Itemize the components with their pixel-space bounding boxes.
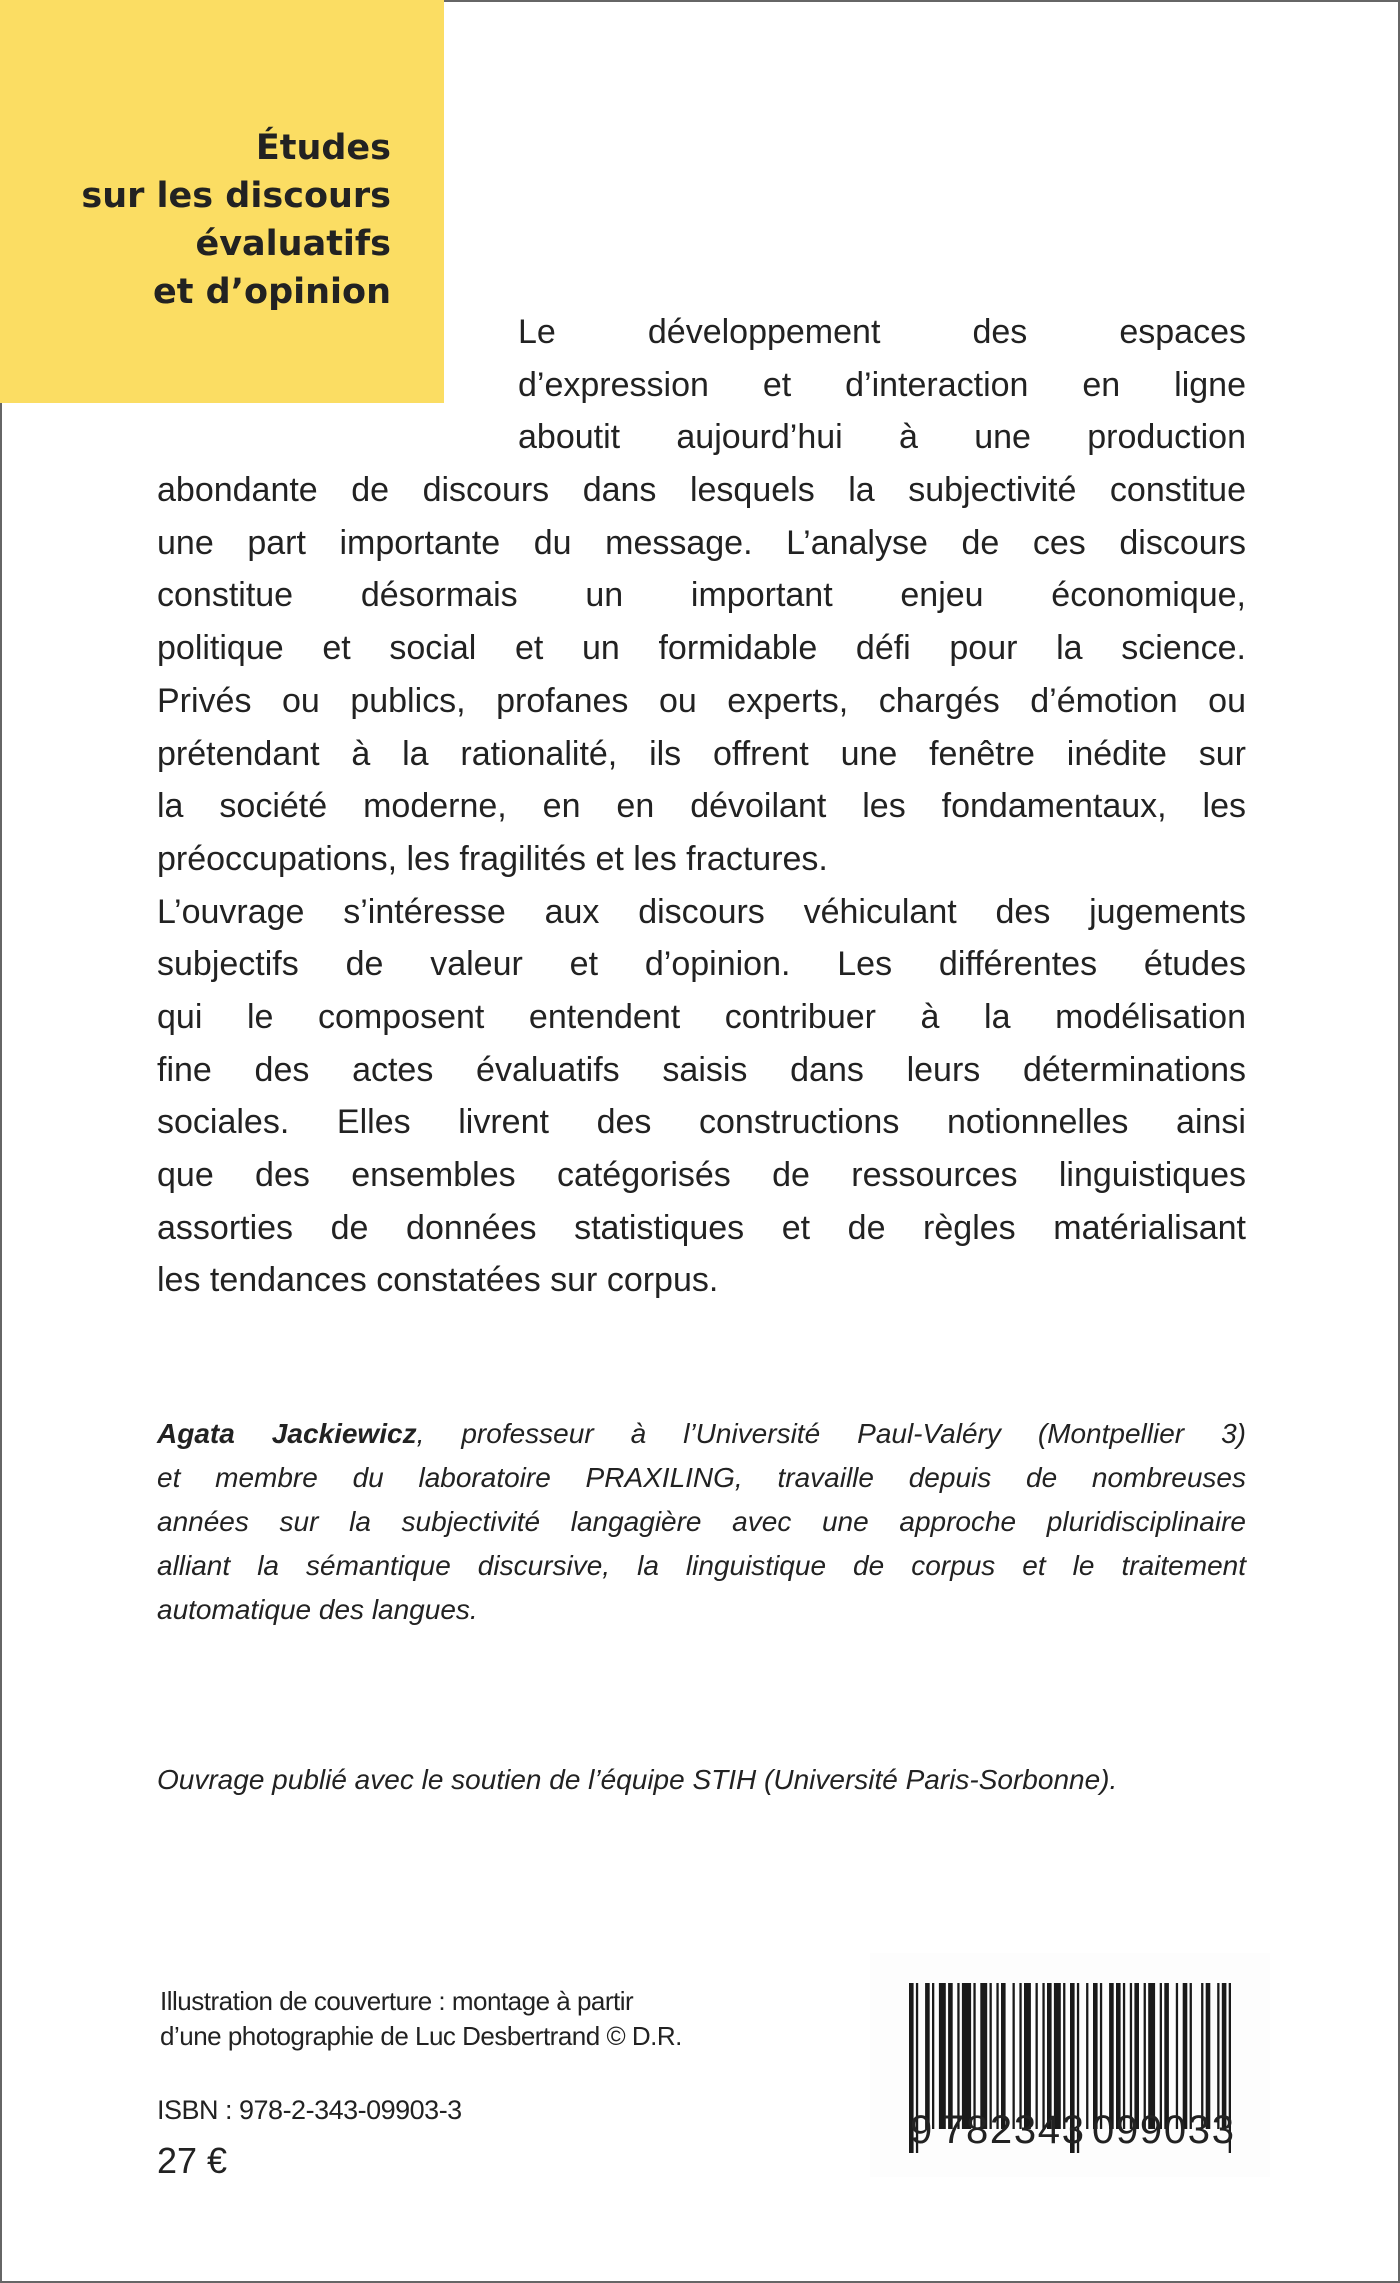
summary-line: L’ouvrage s’intéresse aux discours véhiculant des jugements	[157, 892, 1246, 931]
barcode-graphic	[870, 1953, 1270, 2177]
support-note: Ouvrage publié avec le soutien de l’équipe STIH (Université Paris-Sorbonne).	[157, 1764, 1118, 1795]
summary-line: politique et social et un formidable défi pour la science.	[157, 629, 1246, 668]
credits-line: d’une photographie de Luc Desbertrand © D.R.	[160, 2021, 682, 2051]
summary-line: constitue désormais un important enjeu économique,	[157, 576, 1246, 615]
summary-line: Le développement des espaces	[518, 313, 1246, 351]
author-name: Agata Jackiewicz	[157, 1418, 417, 1449]
series-title-line: évaluatifs	[195, 224, 391, 264]
series-title-line: Études	[255, 128, 391, 168]
series-title-line: sur les discours	[81, 176, 391, 216]
author-bio-line: années sur la subjectivité langagière avec une approche pluridisciplinaire	[157, 1506, 1246, 1537]
summary-line: sociales. Elles livrent des constructions notionnelles ainsi	[157, 1103, 1246, 1142]
summary-line: subjectifs de valeur et d’opinion. Les différentes études	[157, 945, 1246, 984]
cover-credits	[160, 1984, 682, 2054]
barcode-bar	[932, 1983, 934, 2129]
barcode	[870, 1953, 1270, 2177]
author-bio-line: automatique des langues.	[157, 1594, 478, 1625]
isbn: ISBN : 978-2-343-09903-3	[157, 2095, 462, 2125]
price: 27 €	[157, 2140, 228, 2181]
barcode-first-digit: 9	[910, 2108, 933, 2152]
credits-line: Illustration de couverture : montage à partir	[160, 1986, 634, 2016]
author-bio-first-line: , professeur à l’Université Paul-Valéry (Montpellier 3)	[416, 1418, 1247, 1449]
summary-line: d’expression et d’interaction en ligne	[518, 365, 1246, 404]
series-title-line: et d’opinion	[153, 272, 391, 312]
summary-line: les tendances constatées sur corpus.	[157, 1261, 719, 1300]
summary-line: la société moderne, en en dévoilant les fondamentaux, les	[157, 787, 1246, 826]
barcode-left-digits: 782343	[942, 2108, 1084, 2152]
author-bio	[157, 1412, 1246, 1632]
series-title	[81, 124, 391, 316]
barcode-bar	[1086, 1983, 1088, 2129]
summary-line: qui le composent entendent contribuer à la modélisation	[157, 997, 1246, 1036]
summary-line: assorties de données statistiques et de règles matérialisant	[157, 1208, 1246, 1247]
author-bio-line: alliant la sémantique discursive, la linguistique de corpus et le traitement	[157, 1550, 1246, 1581]
author-bio-line: et membre du laboratoire PRAXILING, travaille depuis de nombreuses	[157, 1462, 1246, 1493]
summary-line: fine des actes évaluatifs saisis dans leurs déterminations	[157, 1050, 1246, 1089]
summary-line: prétendant à la rationalité, ils offrent une fenêtre inédite sur	[157, 734, 1246, 773]
summary-line: une part importante du message. L’analyse de ces discours	[157, 523, 1246, 562]
summary-text	[157, 306, 1246, 1307]
barcode-right-digits: 099033	[1092, 2108, 1234, 2152]
summary-line: que des ensembles catégorisés de ressources linguistiques	[157, 1156, 1246, 1194]
summary-line: aboutit aujourd’hui à une production	[518, 418, 1246, 457]
summary-line: abondante de discours dans lesquels la subjectivité constitue	[157, 471, 1246, 510]
summary-line: préoccupations, les fragilités et les fractures.	[157, 839, 828, 878]
summary-line: Privés ou publics, profanes ou experts, chargés d’émotion ou	[157, 681, 1246, 720]
author-bio-line	[157, 1412, 1246, 1456]
